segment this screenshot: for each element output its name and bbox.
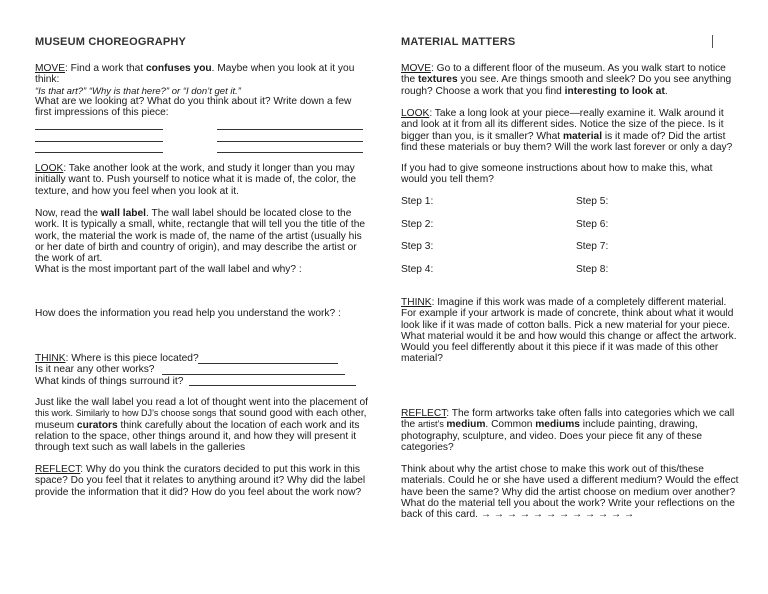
reflect-label: REFLECT: [35, 464, 81, 475]
section-title-museum-choreography: MUSEUM CHOREOGRAPHY: [35, 36, 187, 48]
step-4-label: Step 4:: [401, 264, 434, 275]
move-label: MOVE: [35, 63, 66, 74]
answer-line: [35, 129, 163, 130]
step-2-label: Step 2:: [401, 219, 434, 230]
answer-line: [35, 141, 163, 142]
move-instruction: MOVE: Find a work that confuses you. Maybe when you look at it you think: “Is that art?” “Why is that here?” or “I don’t get it.”: [35, 63, 355, 97]
answer-line: [35, 152, 163, 153]
answer-line: [217, 129, 363, 130]
step-3-label: Step 3:: [401, 241, 434, 252]
reflect-instruction: REFLECT: Why do you think the curators decided to put this work in this space? Do you feel that it relates to anything around it? Why did the label provide the information that it did? How do you feel about the work now?: [35, 464, 366, 498]
look-instruction: LOOK: Take another look at the work, and study it longer than you may initially want to. Push yourself to notice what it is made of, the color, the texture, and how you feel when you look at it.: [35, 163, 357, 197]
reflect-instruction: REFLECT: The form artworks take often falls into categories which we call the artist’s medium. Common mediums include painting, drawing, photography, sculpture, and video. Does your piece fit any of these categories?: [401, 408, 735, 453]
information-question: How does the information you read help you understand the work? :: [35, 308, 341, 319]
move-quote: “Is that art?” “Why is that here?” or “I don’t get it.”: [35, 85, 241, 97]
step-5-label: Step 5:: [576, 196, 609, 207]
think-label: THINK: [401, 297, 432, 308]
step-6-label: Step 6:: [576, 219, 609, 230]
step-1-label: Step 1:: [401, 196, 434, 207]
text-cursor: [712, 35, 713, 48]
answer-line: [162, 374, 345, 375]
answer-line: [217, 141, 363, 142]
step-8-label: Step 8:: [576, 264, 609, 275]
answer-line: [198, 363, 338, 364]
arrow-right-icon: → → → → → → → → → → → →: [480, 509, 635, 521]
impressions-prompt: What are we looking at? What do you think about it? Write down a few first impressions of this piece:: [35, 96, 352, 119]
wall-label-paragraph: Now, read the wall label. The wall label should be located close to the work. It is typically a small, white, rectangle that will tell you the title of the work, the material the work is made of, the name of the artist (usually his or her date of birth and country of origin), and may describe the artist or the work of art.: [35, 208, 366, 265]
answer-line: [189, 385, 356, 386]
step-7-label: Step 7:: [576, 241, 609, 252]
think-label: THINK: [35, 353, 66, 364]
final-reflection: Think about why the artist chose to make this work out of this/these materials. Could he or she have used a different medium? Would the effect have been the same? Why did the artist choose on medium over another? What do the material tell you about the work? Write your reflections on the back of this card. → → → → → → → → → → → →: [401, 464, 739, 521]
instructions-prompt: If you had to give someone instructions about how to make this, what would you tell them?: [401, 163, 713, 186]
look-instruction: LOOK: Take a long look at your piece—really examine it. Walk around it and look at it from all its different sides. Notice the size of the piece. Is it bigger than you, is it smaller? What material is it made of? Did the artist find these materials or buy them? Will the work last forever or only a day?: [401, 108, 733, 153]
think-questions: THINK: Where is this piece located? Is it near any other works? What kinds of things surround it?: [35, 353, 199, 387]
think-instruction: THINK: Imagine if this work was made of a completely different material. For example if your artwork is made of concrete, think about what it would look like if it was made of cotton balls. Pick a new material for your piece. What material would it be and how would this change or affect the artwork. Would you feel differently about it this piece if it was made of this other material?: [401, 297, 737, 365]
answer-line: [217, 152, 363, 153]
reflect-label: REFLECT: [401, 408, 447, 419]
move-label: MOVE: [401, 63, 432, 74]
wall-label-question: What is the most important part of the wall label and why? :: [35, 264, 302, 275]
look-label: LOOK: [401, 108, 430, 119]
move-instruction: MOVE: Go to a different floor of the museum. As you walk start to notice the textures you see. Are things smooth and sleek? Do you see anything rough? Choose a work that you find interesting to look at.: [401, 63, 732, 97]
curators-paragraph: Just like the wall label you read a lot of thought went into the placement of this work. Similarly to how DJ’s choose songs that sound good with each other, museum curators think carefully about the location of each work and its relation to the space, other things around it, and how they will present it through text such as wall labels in the galleries: [35, 397, 368, 454]
section-title-material-matters: MATERIAL MATTERS: [401, 36, 516, 48]
look-label: LOOK: [35, 163, 64, 174]
